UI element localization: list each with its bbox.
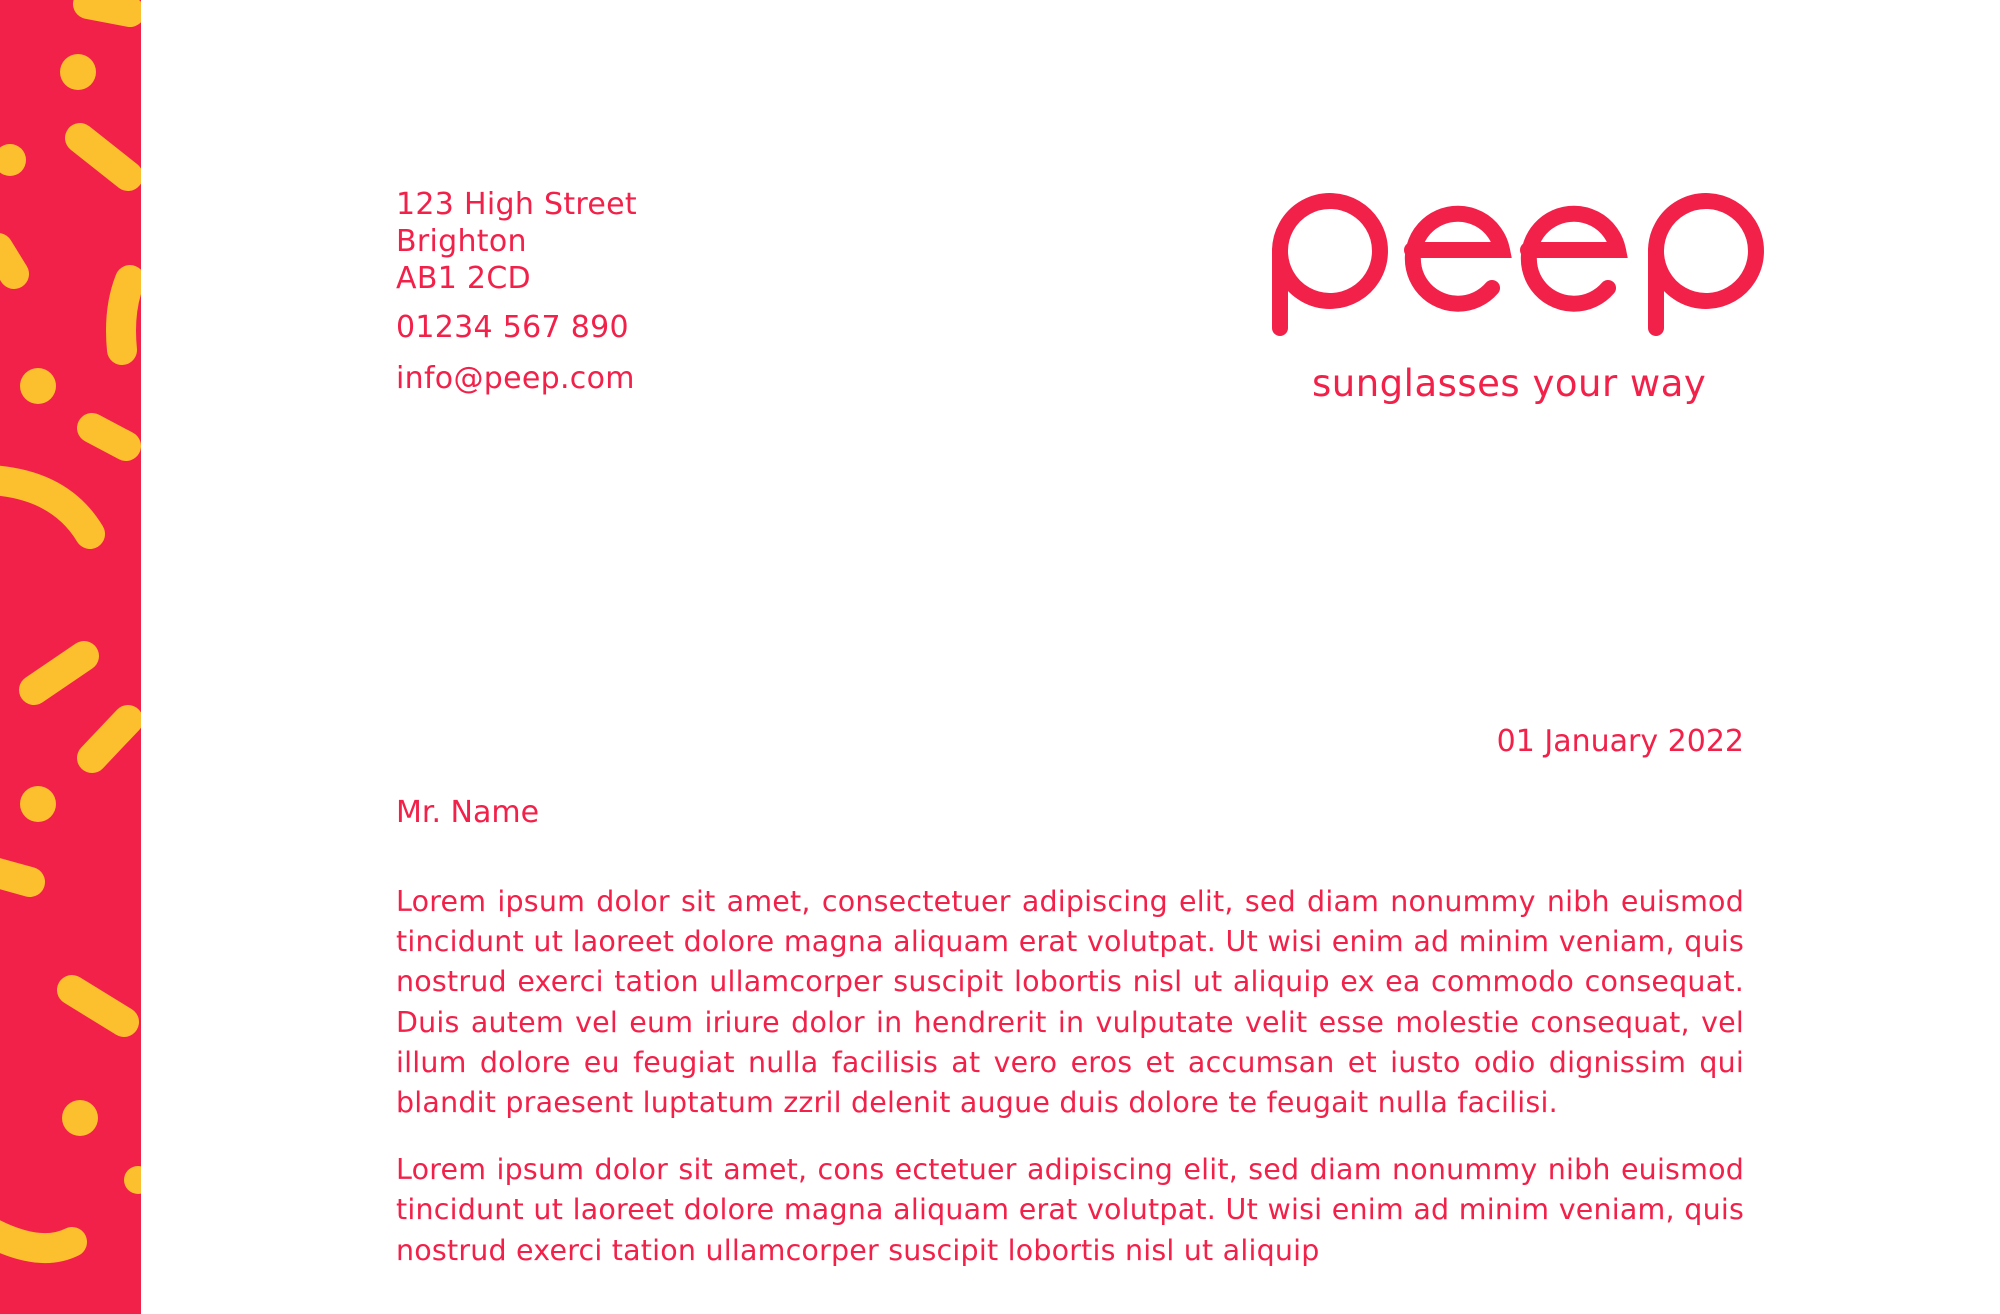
brand-tagline: sunglasses your way	[1312, 362, 1707, 405]
recipient-name: Mr. Name	[396, 795, 540, 830]
body-paragraph: Lorem ipsum dolor sit amet, cons ectetuer adipiscing elit, sed diam nonummy nibh euismod tincidunt ut laoreet dolore magna aliquam erat volutpat. Ut wisi enim ad minim veniam, quis nostrud exerci tation ullamcorper suscipit lobortis nisl ut aliquip	[396, 1153, 1744, 1267]
address-line-2: Brighton	[396, 224, 527, 259]
email-address: info@peep.com	[396, 361, 635, 396]
logo-wordmark-graphic	[1266, 178, 1786, 348]
body-paragraph: Lorem ipsum dolor sit amet, consectetuer adipiscing elit, sed diam nonummy nibh euismod tincidunt ut laoreet dolore magna aliquam erat volutpat. Ut wisi enim ad minim veniam, quis nostrud exerci tation ullamcorper suscipit lobortis nisl ut aliquip ex ea commodo consequat. Duis autem vel eum iriure dolor in hendrerit in vulputate velit esse molestie consequat, vel illum dolore eu feugiat nulla facilisis at vero eros et accumsan et iusto odio dignissim qui blandit praesent luptatum zzril delenit augue duis dolore te feugait nulla facilisi.	[396, 885, 1744, 1120]
confetti-pattern	[0, 0, 141, 1314]
peep-logo	[1266, 178, 1786, 348]
decorative-side-band	[0, 0, 141, 1314]
sender-contact-block	[396, 186, 637, 397]
address-line-1: 123 High Street	[396, 187, 637, 222]
phone-number: 01234 567 890	[396, 310, 629, 345]
letter-body	[396, 882, 1744, 1298]
letter-date: 01 January 2022	[1496, 724, 1744, 759]
postcode: AB1 2CD	[396, 261, 531, 296]
